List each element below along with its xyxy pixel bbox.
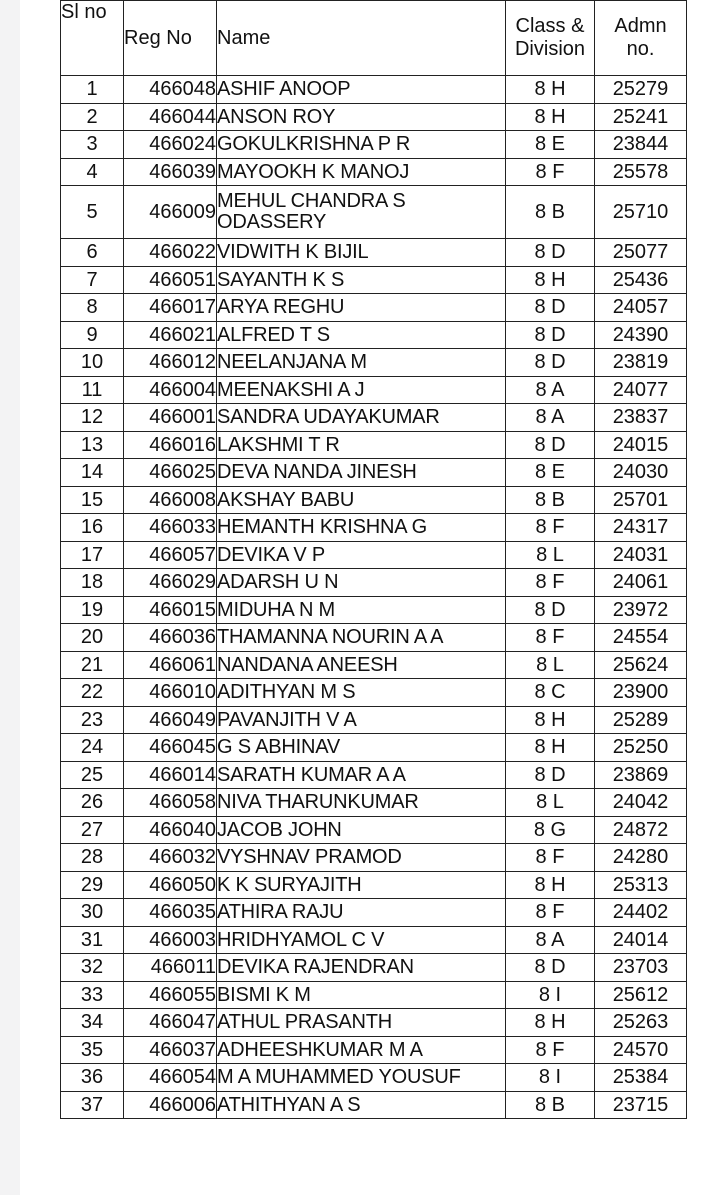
table-row <box>61 404 687 432</box>
header-name: Name <box>217 1 506 76</box>
cell-reg-no: 466044 <box>124 103 217 131</box>
cell-class-division: 8 A <box>506 404 595 432</box>
cell-class-division: 8 E <box>506 131 595 159</box>
cell-sl-no: 10 <box>61 349 124 377</box>
cell-name: LAKSHMI T R <box>217 431 506 459</box>
cell-admn-no: 25384 <box>595 1064 687 1092</box>
table-row <box>61 679 687 707</box>
cell-sl-no: 12 <box>61 404 124 432</box>
table-row <box>61 103 687 131</box>
header-admn-line1: Admn <box>614 15 667 37</box>
cell-admn-no: 24402 <box>595 899 687 927</box>
table-row <box>61 734 687 762</box>
cell-reg-no: 466014 <box>124 761 217 789</box>
cell-class-division: 8 A <box>506 376 595 404</box>
student-list-table <box>60 0 687 1119</box>
cell-class-division: 8 F <box>506 158 595 186</box>
cell-sl-no: 15 <box>61 486 124 514</box>
cell-name: DEVA NANDA JINESH <box>217 459 506 487</box>
cell-reg-no: 466050 <box>124 871 217 899</box>
cell-admn-no: 23972 <box>595 596 687 624</box>
cell-admn-no: 23703 <box>595 954 687 982</box>
cell-reg-no: 466008 <box>124 486 217 514</box>
header-admn-no <box>595 1 687 76</box>
cell-class-division: 8 E <box>506 459 595 487</box>
cell-sl-no: 37 <box>61 1091 124 1119</box>
cell-name: ADARSH U N <box>217 569 506 597</box>
cell-class-division: 8 F <box>506 899 595 927</box>
document-page <box>20 0 726 1195</box>
cell-sl-no: 8 <box>61 294 124 322</box>
cell-reg-no: 466049 <box>124 706 217 734</box>
table-row <box>61 486 687 514</box>
cell-class-division: 8 F <box>506 624 595 652</box>
cell-class-division: 8 B <box>506 186 595 239</box>
cell-reg-no: 466024 <box>124 131 217 159</box>
cell-sl-no: 33 <box>61 981 124 1009</box>
cell-name: HEMANTH KRISHNA G <box>217 514 506 542</box>
table-row <box>61 954 687 982</box>
cell-admn-no: 24554 <box>595 624 687 652</box>
cell-reg-no: 466022 <box>124 239 217 267</box>
cell-admn-no: 24390 <box>595 321 687 349</box>
cell-class-division: 8 H <box>506 1009 595 1037</box>
cell-admn-no: 25710 <box>595 186 687 239</box>
cell-admn-no: 23869 <box>595 761 687 789</box>
cell-reg-no: 466016 <box>124 431 217 459</box>
cell-reg-no: 466058 <box>124 789 217 817</box>
cell-name: SANDRA UDAYAKUMAR <box>217 404 506 432</box>
table-row <box>61 624 687 652</box>
cell-admn-no: 24077 <box>595 376 687 404</box>
cell-sl-no: 32 <box>61 954 124 982</box>
cell-name: ATHIRA RAJU <box>217 899 506 927</box>
cell-reg-no: 466055 <box>124 981 217 1009</box>
cell-reg-no: 466032 <box>124 844 217 872</box>
cell-sl-no: 9 <box>61 321 124 349</box>
cell-name: MAYOOKH K MANOJ <box>217 158 506 186</box>
table-row <box>61 266 687 294</box>
table-row <box>61 789 687 817</box>
header-class-line2: Division <box>514 38 586 60</box>
cell-sl-no: 36 <box>61 1064 124 1092</box>
cell-admn-no: 25701 <box>595 486 687 514</box>
table-row <box>61 131 687 159</box>
cell-admn-no: 25624 <box>595 651 687 679</box>
cell-class-division: 8 H <box>506 266 595 294</box>
cell-reg-no: 466039 <box>124 158 217 186</box>
cell-name: NIVA THARUNKUMAR <box>217 789 506 817</box>
cell-admn-no: 24042 <box>595 789 687 817</box>
cell-class-division: 8 D <box>506 349 595 377</box>
cell-class-division: 8 F <box>506 514 595 542</box>
cell-reg-no: 466012 <box>124 349 217 377</box>
table-row <box>61 569 687 597</box>
table-row <box>61 349 687 377</box>
table-row <box>61 158 687 186</box>
cell-name: MEHUL CHANDRA S ODASSERY <box>217 186 506 239</box>
cell-sl-no: 29 <box>61 871 124 899</box>
cell-reg-no: 466061 <box>124 651 217 679</box>
cell-sl-no: 16 <box>61 514 124 542</box>
cell-name: SARATH KUMAR A A <box>217 761 506 789</box>
cell-sl-no: 18 <box>61 569 124 597</box>
cell-name: ADITHYAN M S <box>217 679 506 707</box>
cell-name: DEVIKA RAJENDRAN <box>217 954 506 982</box>
cell-reg-no: 466017 <box>124 294 217 322</box>
cell-sl-no: 13 <box>61 431 124 459</box>
cell-name: VIDWITH K BIJIL <box>217 239 506 267</box>
cell-name: ATHITHYAN A S <box>217 1091 506 1119</box>
cell-sl-no: 25 <box>61 761 124 789</box>
cell-name: K K SURYAJITH <box>217 871 506 899</box>
table-row <box>61 596 687 624</box>
cell-class-division: 8 I <box>506 981 595 1009</box>
cell-sl-no: 23 <box>61 706 124 734</box>
cell-admn-no: 23900 <box>595 679 687 707</box>
cell-sl-no: 19 <box>61 596 124 624</box>
cell-reg-no: 466051 <box>124 266 217 294</box>
cell-class-division: 8 H <box>506 103 595 131</box>
cell-name: MIDUHA N M <box>217 596 506 624</box>
cell-admn-no: 23819 <box>595 349 687 377</box>
cell-class-division: 8 B <box>506 486 595 514</box>
cell-reg-no: 466025 <box>124 459 217 487</box>
table-row <box>61 459 687 487</box>
cell-sl-no: 34 <box>61 1009 124 1037</box>
cell-sl-no: 17 <box>61 541 124 569</box>
cell-class-division: 8 H <box>506 76 595 104</box>
cell-admn-no: 25436 <box>595 266 687 294</box>
cell-reg-no: 466006 <box>124 1091 217 1119</box>
cell-sl-no: 31 <box>61 926 124 954</box>
cell-reg-no: 466035 <box>124 899 217 927</box>
cell-name: ALFRED T S <box>217 321 506 349</box>
header-admn-line2: no. <box>626 38 655 60</box>
cell-reg-no: 466003 <box>124 926 217 954</box>
cell-reg-no: 466015 <box>124 596 217 624</box>
right-margin <box>713 0 726 1195</box>
cell-class-division: 8 D <box>506 431 595 459</box>
table-row <box>61 376 687 404</box>
cell-sl-no: 22 <box>61 679 124 707</box>
cell-admn-no: 24872 <box>595 816 687 844</box>
cell-name: ANSON ROY <box>217 103 506 131</box>
cell-class-division: 8 H <box>506 706 595 734</box>
table-row <box>61 1009 687 1037</box>
table-row <box>61 431 687 459</box>
cell-name: ADHEESHKUMAR M A <box>217 1036 506 1064</box>
cell-reg-no: 466029 <box>124 569 217 597</box>
cell-name: AKSHAY BABU <box>217 486 506 514</box>
table-row <box>61 294 687 322</box>
cell-name: THAMANNA NOURIN A A <box>217 624 506 652</box>
cell-sl-no: 26 <box>61 789 124 817</box>
cell-sl-no: 14 <box>61 459 124 487</box>
cell-reg-no: 466011 <box>124 954 217 982</box>
cell-class-division: 8 A <box>506 926 595 954</box>
cell-admn-no: 25612 <box>595 981 687 1009</box>
cell-reg-no: 466004 <box>124 376 217 404</box>
cell-admn-no: 25289 <box>595 706 687 734</box>
cell-admn-no: 23844 <box>595 131 687 159</box>
cell-sl-no: 3 <box>61 131 124 159</box>
cell-admn-no: 24570 <box>595 1036 687 1064</box>
header-class-line1: Class & <box>515 15 585 37</box>
cell-admn-no: 25263 <box>595 1009 687 1037</box>
cell-name: VYSHNAV PRAMOD <box>217 844 506 872</box>
cell-reg-no: 466033 <box>124 514 217 542</box>
cell-reg-no: 466010 <box>124 679 217 707</box>
cell-name: M A MUHAMMED YOUSUF <box>217 1064 506 1092</box>
cell-name: MEENAKSHI A J <box>217 376 506 404</box>
cell-class-division: 8 D <box>506 321 595 349</box>
cell-reg-no: 466045 <box>124 734 217 762</box>
header-reg-no: Reg No <box>124 1 217 76</box>
table-row <box>61 871 687 899</box>
cell-sl-no: 28 <box>61 844 124 872</box>
cell-reg-no: 466021 <box>124 321 217 349</box>
cell-admn-no: 25241 <box>595 103 687 131</box>
cell-class-division: 8 D <box>506 239 595 267</box>
cell-class-division: 8 F <box>506 844 595 872</box>
cell-admn-no: 24061 <box>595 569 687 597</box>
cell-name: ASHIF ANOOP <box>217 76 506 104</box>
cell-name: DEVIKA V P <box>217 541 506 569</box>
cell-sl-no: 24 <box>61 734 124 762</box>
header-class-division <box>506 1 595 76</box>
cell-admn-no: 25313 <box>595 871 687 899</box>
cell-admn-no: 24057 <box>595 294 687 322</box>
table-row <box>61 514 687 542</box>
cell-sl-no: 1 <box>61 76 124 104</box>
cell-class-division: 8 F <box>506 1036 595 1064</box>
cell-reg-no: 466037 <box>124 1036 217 1064</box>
table-body <box>61 76 687 1119</box>
cell-class-division: 8 D <box>506 761 595 789</box>
cell-name: HRIDHYAMOL C V <box>217 926 506 954</box>
cell-admn-no: 23837 <box>595 404 687 432</box>
cell-class-division: 8 C <box>506 679 595 707</box>
table-row <box>61 76 687 104</box>
cell-sl-no: 11 <box>61 376 124 404</box>
table-row <box>61 706 687 734</box>
cell-sl-no: 2 <box>61 103 124 131</box>
cell-admn-no: 25077 <box>595 239 687 267</box>
cell-reg-no: 466054 <box>124 1064 217 1092</box>
cell-admn-no: 24317 <box>595 514 687 542</box>
cell-admn-no: 24280 <box>595 844 687 872</box>
cell-name: PAVANJITH V A <box>217 706 506 734</box>
table-row <box>61 186 687 239</box>
cell-name: BISMI K M <box>217 981 506 1009</box>
cell-name: NANDANA ANEESH <box>217 651 506 679</box>
table-row <box>61 239 687 267</box>
cell-sl-no: 35 <box>61 1036 124 1064</box>
table-row <box>61 1064 687 1092</box>
cell-admn-no: 25279 <box>595 76 687 104</box>
cell-reg-no: 466048 <box>124 76 217 104</box>
cell-name: G S ABHINAV <box>217 734 506 762</box>
cell-sl-no: 4 <box>61 158 124 186</box>
table-row <box>61 816 687 844</box>
cell-reg-no: 466001 <box>124 404 217 432</box>
cell-class-division: 8 L <box>506 651 595 679</box>
cell-admn-no: 24030 <box>595 459 687 487</box>
cell-class-division: 8 F <box>506 569 595 597</box>
cell-reg-no: 466057 <box>124 541 217 569</box>
cell-name: ATHUL PRASANTH <box>217 1009 506 1037</box>
cell-class-division: 8 H <box>506 734 595 762</box>
cell-admn-no: 24014 <box>595 926 687 954</box>
table-row <box>61 321 687 349</box>
cell-class-division: 8 H <box>506 871 595 899</box>
cell-name: ARYA REGHU <box>217 294 506 322</box>
cell-sl-no: 5 <box>61 186 124 239</box>
cell-class-division: 8 D <box>506 596 595 624</box>
cell-name: SAYANTH K S <box>217 266 506 294</box>
cell-admn-no: 23715 <box>595 1091 687 1119</box>
table-row <box>61 926 687 954</box>
cell-sl-no: 27 <box>61 816 124 844</box>
cell-admn-no: 25250 <box>595 734 687 762</box>
table-row <box>61 541 687 569</box>
cell-reg-no: 466047 <box>124 1009 217 1037</box>
cell-class-division: 8 L <box>506 789 595 817</box>
cell-sl-no: 6 <box>61 239 124 267</box>
cell-admn-no: 25578 <box>595 158 687 186</box>
cell-reg-no: 466009 <box>124 186 217 239</box>
cell-reg-no: 466040 <box>124 816 217 844</box>
cell-admn-no: 24015 <box>595 431 687 459</box>
cell-class-division: 8 G <box>506 816 595 844</box>
cell-sl-no: 20 <box>61 624 124 652</box>
cell-class-division: 8 D <box>506 954 595 982</box>
cell-sl-no: 21 <box>61 651 124 679</box>
cell-class-division: 8 B <box>506 1091 595 1119</box>
table-row <box>61 1036 687 1064</box>
table-row <box>61 844 687 872</box>
cell-reg-no: 466036 <box>124 624 217 652</box>
table-row <box>61 981 687 1009</box>
cell-sl-no: 7 <box>61 266 124 294</box>
cell-class-division: 8 I <box>506 1064 595 1092</box>
cell-class-division: 8 L <box>506 541 595 569</box>
table-row <box>61 761 687 789</box>
header-sl-no: Sl no <box>61 1 124 76</box>
cell-name: GOKULKRISHNA P R <box>217 131 506 159</box>
table-row <box>61 1091 687 1119</box>
cell-sl-no: 30 <box>61 899 124 927</box>
table-header-row <box>61 1 687 76</box>
table-row <box>61 651 687 679</box>
cell-class-division: 8 D <box>506 294 595 322</box>
cell-name: JACOB JOHN <box>217 816 506 844</box>
cell-admn-no: 24031 <box>595 541 687 569</box>
table-row <box>61 899 687 927</box>
cell-name: NEELANJANA M <box>217 349 506 377</box>
